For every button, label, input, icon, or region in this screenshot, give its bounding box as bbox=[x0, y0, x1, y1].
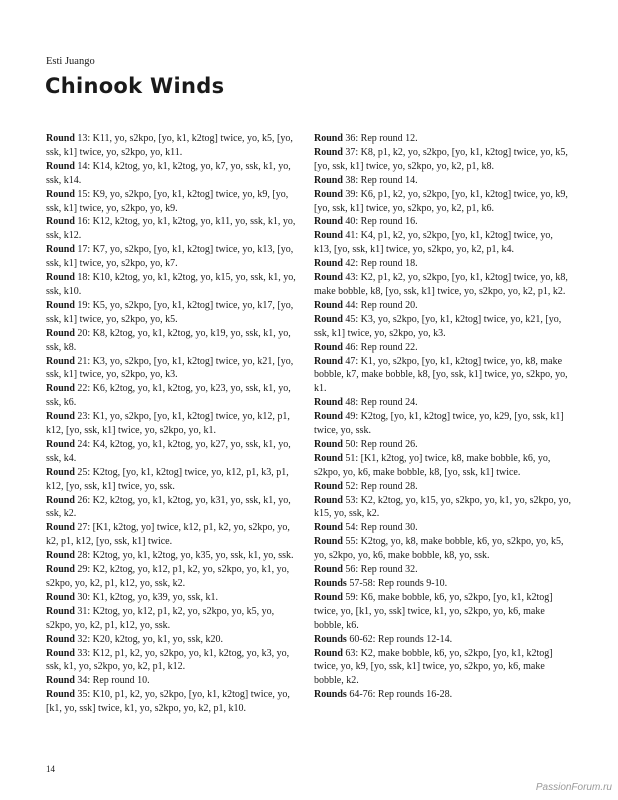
round-label: Round bbox=[46, 494, 75, 506]
round-text: 49: K2tog, [yo, k1, k2tog] twice, yo, k29, [yo, ssk, k1] twice, yo, ssk. bbox=[314, 411, 564, 437]
round-text: 54: Rep round 30. bbox=[342, 522, 418, 534]
round-text: 63: K2, make bobble, k6, yo, s2kpo, [yo, k1, k2tog] twice, yo, k9, [yo, ssk, k1] twice, yo, s2kpo, yo, k6, make bobble, k2. bbox=[314, 647, 553, 687]
round-label: Round bbox=[314, 188, 343, 200]
round-instruction bbox=[46, 160, 296, 188]
round-label: Round bbox=[314, 258, 343, 270]
round-text: 17: K7, yo, s2kpo, [yo, k1, k2tog] twice, yo, k13, [yo, ssk, k1] twice, yo, s2kpo, yo, k7. bbox=[46, 244, 294, 270]
round-text: 44: Rep round 20. bbox=[342, 299, 418, 311]
round-instruction bbox=[46, 215, 296, 243]
round-text: 37: K8, p1, k2, yo, s2kpo, [yo, k1, k2tog] twice, yo, k5, [yo, ssk, k1] twice, yo, s2kpo, yo, k2, p1, k8. bbox=[314, 146, 568, 172]
round-label: Round bbox=[46, 689, 75, 701]
round-label: Round bbox=[314, 313, 343, 325]
round-text: 25: K2tog, [yo, k1, k2tog] twice, yo, k12, p1, k3, p1, k12, [yo, ssk, k1] twice, yo, ssk. bbox=[46, 466, 289, 492]
round-instruction bbox=[46, 466, 296, 494]
round-label: Round bbox=[314, 230, 343, 242]
page-number: 14 bbox=[46, 764, 55, 774]
round-text: 50: Rep round 26. bbox=[342, 438, 418, 450]
round-text: 56: Rep round 32. bbox=[342, 564, 418, 576]
round-label: Round bbox=[46, 216, 75, 228]
round-instruction bbox=[46, 299, 296, 327]
round-instruction bbox=[314, 188, 572, 216]
watermark: PassionForum.ru bbox=[535, 782, 612, 793]
round-label: Round bbox=[314, 355, 343, 367]
round-text: 26: K2, k2tog, yo, k1, k2tog, yo, k31, yo, ssk, k1, yo, ssk, k2. bbox=[46, 494, 291, 520]
round-label: Round bbox=[46, 133, 75, 144]
round-label: Round bbox=[46, 411, 75, 423]
round-text: 28: K2tog, yo, k1, k2tog, yo, k35, yo, ssk, k1, yo, ssk. bbox=[74, 550, 294, 562]
round-instruction bbox=[46, 410, 296, 438]
round-instruction bbox=[46, 591, 296, 605]
round-text: 42: Rep round 18. bbox=[342, 258, 418, 270]
round-instruction bbox=[314, 229, 572, 257]
round-text: 20: K8, k2tog, yo, k1, k2tog, yo, k19, yo, ssk, k1, yo, ssk, k8. bbox=[46, 327, 291, 353]
round-instruction bbox=[314, 313, 572, 341]
round-instruction bbox=[46, 563, 296, 591]
round-text: 13: K11, yo, s2kpo, [yo, k1, k2tog] twice, yo, k5, [yo, ssk, k1] twice, yo, s2kpo, yo, k11. bbox=[46, 133, 293, 158]
round-instruction bbox=[46, 633, 296, 647]
round-label: Round bbox=[46, 327, 75, 339]
round-instruction bbox=[46, 674, 296, 688]
instructions-right-column bbox=[314, 132, 572, 702]
round-label: Round bbox=[314, 452, 343, 464]
round-text: 24: K4, k2tog, yo, k1, k2tog, yo, k27, yo, ssk, k1, yo, ssk, k4. bbox=[46, 438, 291, 464]
round-label: Round bbox=[314, 522, 343, 534]
round-label: Round bbox=[46, 522, 75, 534]
round-instruction bbox=[314, 535, 572, 563]
round-text: 14: K14, k2tog, yo, k1, k2tog, yo, k7, yo, ssk, k1, yo, ssk, k14. bbox=[46, 160, 291, 186]
round-instruction bbox=[46, 605, 296, 633]
round-label: Round bbox=[314, 397, 343, 409]
round-instruction bbox=[314, 271, 572, 299]
round-instruction bbox=[314, 341, 572, 355]
round-text: 29: K2, k2tog, yo, k12, p1, k2, yo, s2kpo, yo, k1, yo, s2kpo, yo, k2, p1, k12, yo, ssk, k2. bbox=[46, 564, 290, 589]
round-instruction bbox=[314, 396, 572, 410]
round-instruction bbox=[46, 549, 296, 563]
round-text: 27: [K1, k2tog, yo] twice, k12, p1, k2, yo, s2kpo, yo, k2, p1, k12, [yo, ssk, k1] twice. bbox=[46, 522, 290, 548]
round-label: Rounds bbox=[314, 633, 347, 645]
round-label: Round bbox=[314, 146, 343, 158]
round-instruction bbox=[314, 410, 572, 438]
round-text: 60-62: Rep rounds 12-14. bbox=[346, 633, 453, 645]
round-label: Rounds bbox=[314, 689, 347, 701]
round-instruction bbox=[46, 132, 296, 160]
round-text: 40: Rep round 16. bbox=[342, 216, 418, 228]
round-text: 18: K10, k2tog, yo, k1, k2tog, yo, k15, yo, ssk, k1, yo, ssk, k10. bbox=[46, 272, 296, 297]
round-text: 47: K1, yo, s2kpo, [yo, k1, k2tog] twice, yo, k8, make bobble, k7, make bobble, k8, [yo, ssk, k1] twice, yo, s2kpo, yo, k1. bbox=[314, 355, 568, 395]
round-instruction bbox=[314, 591, 572, 633]
round-instruction bbox=[46, 382, 296, 410]
round-text: 64-76: Rep rounds 16-28. bbox=[346, 689, 453, 701]
round-text: 16: K12, k2tog, yo, k1, k2tog, yo, k11, yo, ssk, k1, yo, ssk, k12. bbox=[46, 216, 296, 242]
round-instruction bbox=[314, 132, 572, 146]
round-instruction bbox=[314, 577, 572, 591]
instructions-left-column bbox=[46, 132, 296, 716]
round-label: Round bbox=[314, 494, 343, 506]
round-text: 19: K5, yo, s2kpo, [yo, k1, k2tog] twice, yo, k17, [yo, ssk, k1] twice, yo, s2kpo, yo, k5. bbox=[46, 299, 294, 325]
round-text: 21: K3, yo, s2kpo, [yo, k1, k2tog] twice, yo, k21, [yo, ssk, k1] twice, yo, s2kpo, yo, k3. bbox=[46, 355, 294, 381]
round-text: 34: Rep round 10. bbox=[74, 675, 150, 687]
round-instruction bbox=[46, 355, 296, 383]
round-text: 38: Rep round 14. bbox=[342, 174, 418, 186]
round-instruction bbox=[46, 243, 296, 271]
round-label: Rounds bbox=[314, 578, 347, 589]
round-label: Round bbox=[314, 480, 343, 492]
round-label: Round bbox=[46, 564, 75, 576]
round-text: 52: Rep round 28. bbox=[342, 480, 418, 492]
round-label: Round bbox=[46, 355, 75, 367]
round-instruction bbox=[314, 521, 572, 535]
round-text: 43: K2, p1, k2, yo, s2kpo, [yo, k1, k2tog] twice, yo, k8, make bobble, k8, [yo, ssk, k1] twice, yo, s2kpo, yo, k2, p1, k2. bbox=[314, 272, 568, 297]
round-instruction bbox=[46, 327, 296, 355]
round-instruction bbox=[46, 438, 296, 466]
round-text: 35: K10, p1, k2, yo, s2kpo, [yo, k1, k2tog] twice, yo, [k1, yo, ssk] twice, k1, yo, s2kpo, yo, k2, p1, k10. bbox=[46, 689, 290, 715]
round-label: Round bbox=[46, 383, 75, 395]
round-instruction bbox=[314, 299, 572, 313]
round-label: Round bbox=[314, 536, 343, 548]
round-label: Round bbox=[314, 272, 343, 284]
round-text: 33: K12, p1, k2, yo, s2kpo, yo, k1, k2tog, yo, k3, yo, ssk, k1, yo, s2kpo, yo, k2, p1, k12. bbox=[46, 647, 290, 673]
round-instruction bbox=[314, 688, 572, 702]
round-instruction bbox=[46, 188, 296, 216]
round-label: Round bbox=[46, 550, 75, 562]
round-text: 59: K6, make bobble, k6, yo, s2kpo, [yo, k1, k2tog] twice, yo, [k1, yo, ssk] twice, k1, yo, s2kpo, yo, k6, make bobble, k6. bbox=[314, 591, 553, 631]
round-label: Round bbox=[314, 216, 343, 228]
round-text: 22: K6, k2tog, yo, k1, k2tog, yo, k23, yo, ssk, k1, yo, ssk, k6. bbox=[46, 383, 291, 409]
round-instruction bbox=[314, 215, 572, 229]
round-label: Round bbox=[46, 438, 75, 450]
round-instruction bbox=[314, 480, 572, 494]
round-instruction bbox=[314, 647, 572, 689]
round-instruction bbox=[314, 563, 572, 577]
round-text: 45: K3, yo, s2kpo, [yo, k1, k2tog] twice, yo, k21, [yo, ssk, k1] twice, yo, s2kpo, yo, k3. bbox=[314, 313, 562, 339]
round-label: Round bbox=[46, 647, 75, 659]
round-label: Round bbox=[46, 466, 75, 478]
author-name: Esti Juango bbox=[46, 56, 95, 67]
round-text: 31: K2tog, yo, k12, p1, k2, yo, s2kpo, yo, k5, yo, s2kpo, yo, k2, p1, k12, yo, ssk. bbox=[46, 605, 275, 631]
round-label: Round bbox=[46, 299, 75, 311]
round-text: 15: K9, yo, s2kpo, [yo, k1, k2tog] twice, yo, k9, [yo, ssk, k1] twice, yo, s2kpo, yo, k9. bbox=[46, 188, 289, 214]
round-label: Round bbox=[46, 605, 75, 617]
round-label: Round bbox=[314, 564, 343, 576]
round-instruction bbox=[314, 633, 572, 647]
round-label: Round bbox=[314, 411, 343, 423]
round-label: Round bbox=[314, 299, 343, 311]
round-instruction bbox=[314, 355, 572, 397]
round-text: 32: K20, k2tog, yo, k1, yo, ssk, k20. bbox=[74, 633, 223, 645]
round-instruction bbox=[314, 438, 572, 452]
round-instruction bbox=[314, 174, 572, 188]
round-label: Round bbox=[314, 591, 343, 603]
round-text: 48: Rep round 24. bbox=[342, 397, 418, 409]
round-instruction bbox=[314, 494, 572, 522]
round-text: 57-58: Rep rounds 9-10. bbox=[346, 578, 448, 589]
round-label: Round bbox=[314, 174, 343, 186]
round-text: 46: Rep round 22. bbox=[342, 341, 418, 353]
round-instruction bbox=[314, 452, 572, 480]
round-text: 39: K6, p1, k2, yo, s2kpo, [yo, k1, k2tog] twice, yo, k9, [yo, ssk, k1] twice, yo, s2kpo, yo, k2, p1, k6. bbox=[314, 188, 568, 214]
round-label: Round bbox=[46, 188, 75, 200]
round-label: Round bbox=[314, 438, 343, 450]
round-label: Round bbox=[314, 133, 343, 144]
round-text: 23: K1, yo, s2kpo, [yo, k1, k2tog] twice, yo, k12, p1, k12, [yo, ssk, k1] twice, yo, s2kpo, yo, k1. bbox=[46, 411, 290, 437]
round-instruction bbox=[46, 271, 296, 299]
round-text: 51: [K1, k2tog, yo] twice, k8, make bobble, k6, yo, s2kpo, yo, k6, make bobble, k8, [yo, ssk, k1] twice. bbox=[314, 452, 551, 478]
round-instruction bbox=[46, 494, 296, 522]
round-label: Round bbox=[314, 647, 343, 659]
round-instruction bbox=[46, 521, 296, 549]
round-text: 36: Rep round 12. bbox=[342, 133, 418, 144]
round-label: Round bbox=[46, 633, 75, 645]
round-label: Round bbox=[46, 591, 75, 603]
round-text: 55: K2tog, yo, k8, make bobble, k6, yo, s2kpo, yo, k5, yo, s2kpo, yo, k6, make bobble, k8, yo, ssk. bbox=[314, 536, 564, 562]
round-text: 41: K4, p1, k2, yo, s2kpo, [yo, k1, k2tog] twice, yo, k13, [yo, ssk, k1] twice, yo, s2kpo, yo, k2, p1, k4. bbox=[314, 230, 553, 256]
round-instruction bbox=[314, 146, 572, 174]
round-label: Round bbox=[46, 675, 75, 687]
round-instruction bbox=[46, 688, 296, 716]
round-label: Round bbox=[46, 272, 75, 284]
round-instruction bbox=[46, 647, 296, 675]
round-label: Round bbox=[314, 341, 343, 353]
round-label: Round bbox=[46, 244, 75, 256]
round-text: 30: K1, k2tog, yo, k39, yo, ssk, k1. bbox=[74, 591, 218, 603]
round-label: Round bbox=[46, 160, 75, 172]
pattern-title: Chinook Winds bbox=[45, 74, 225, 98]
round-instruction bbox=[314, 257, 572, 271]
round-text: 53: K2, k2tog, yo, k15, yo, s2kpo, yo, k1, yo, s2kpo, yo, k15, yo, ssk, k2. bbox=[314, 494, 571, 520]
